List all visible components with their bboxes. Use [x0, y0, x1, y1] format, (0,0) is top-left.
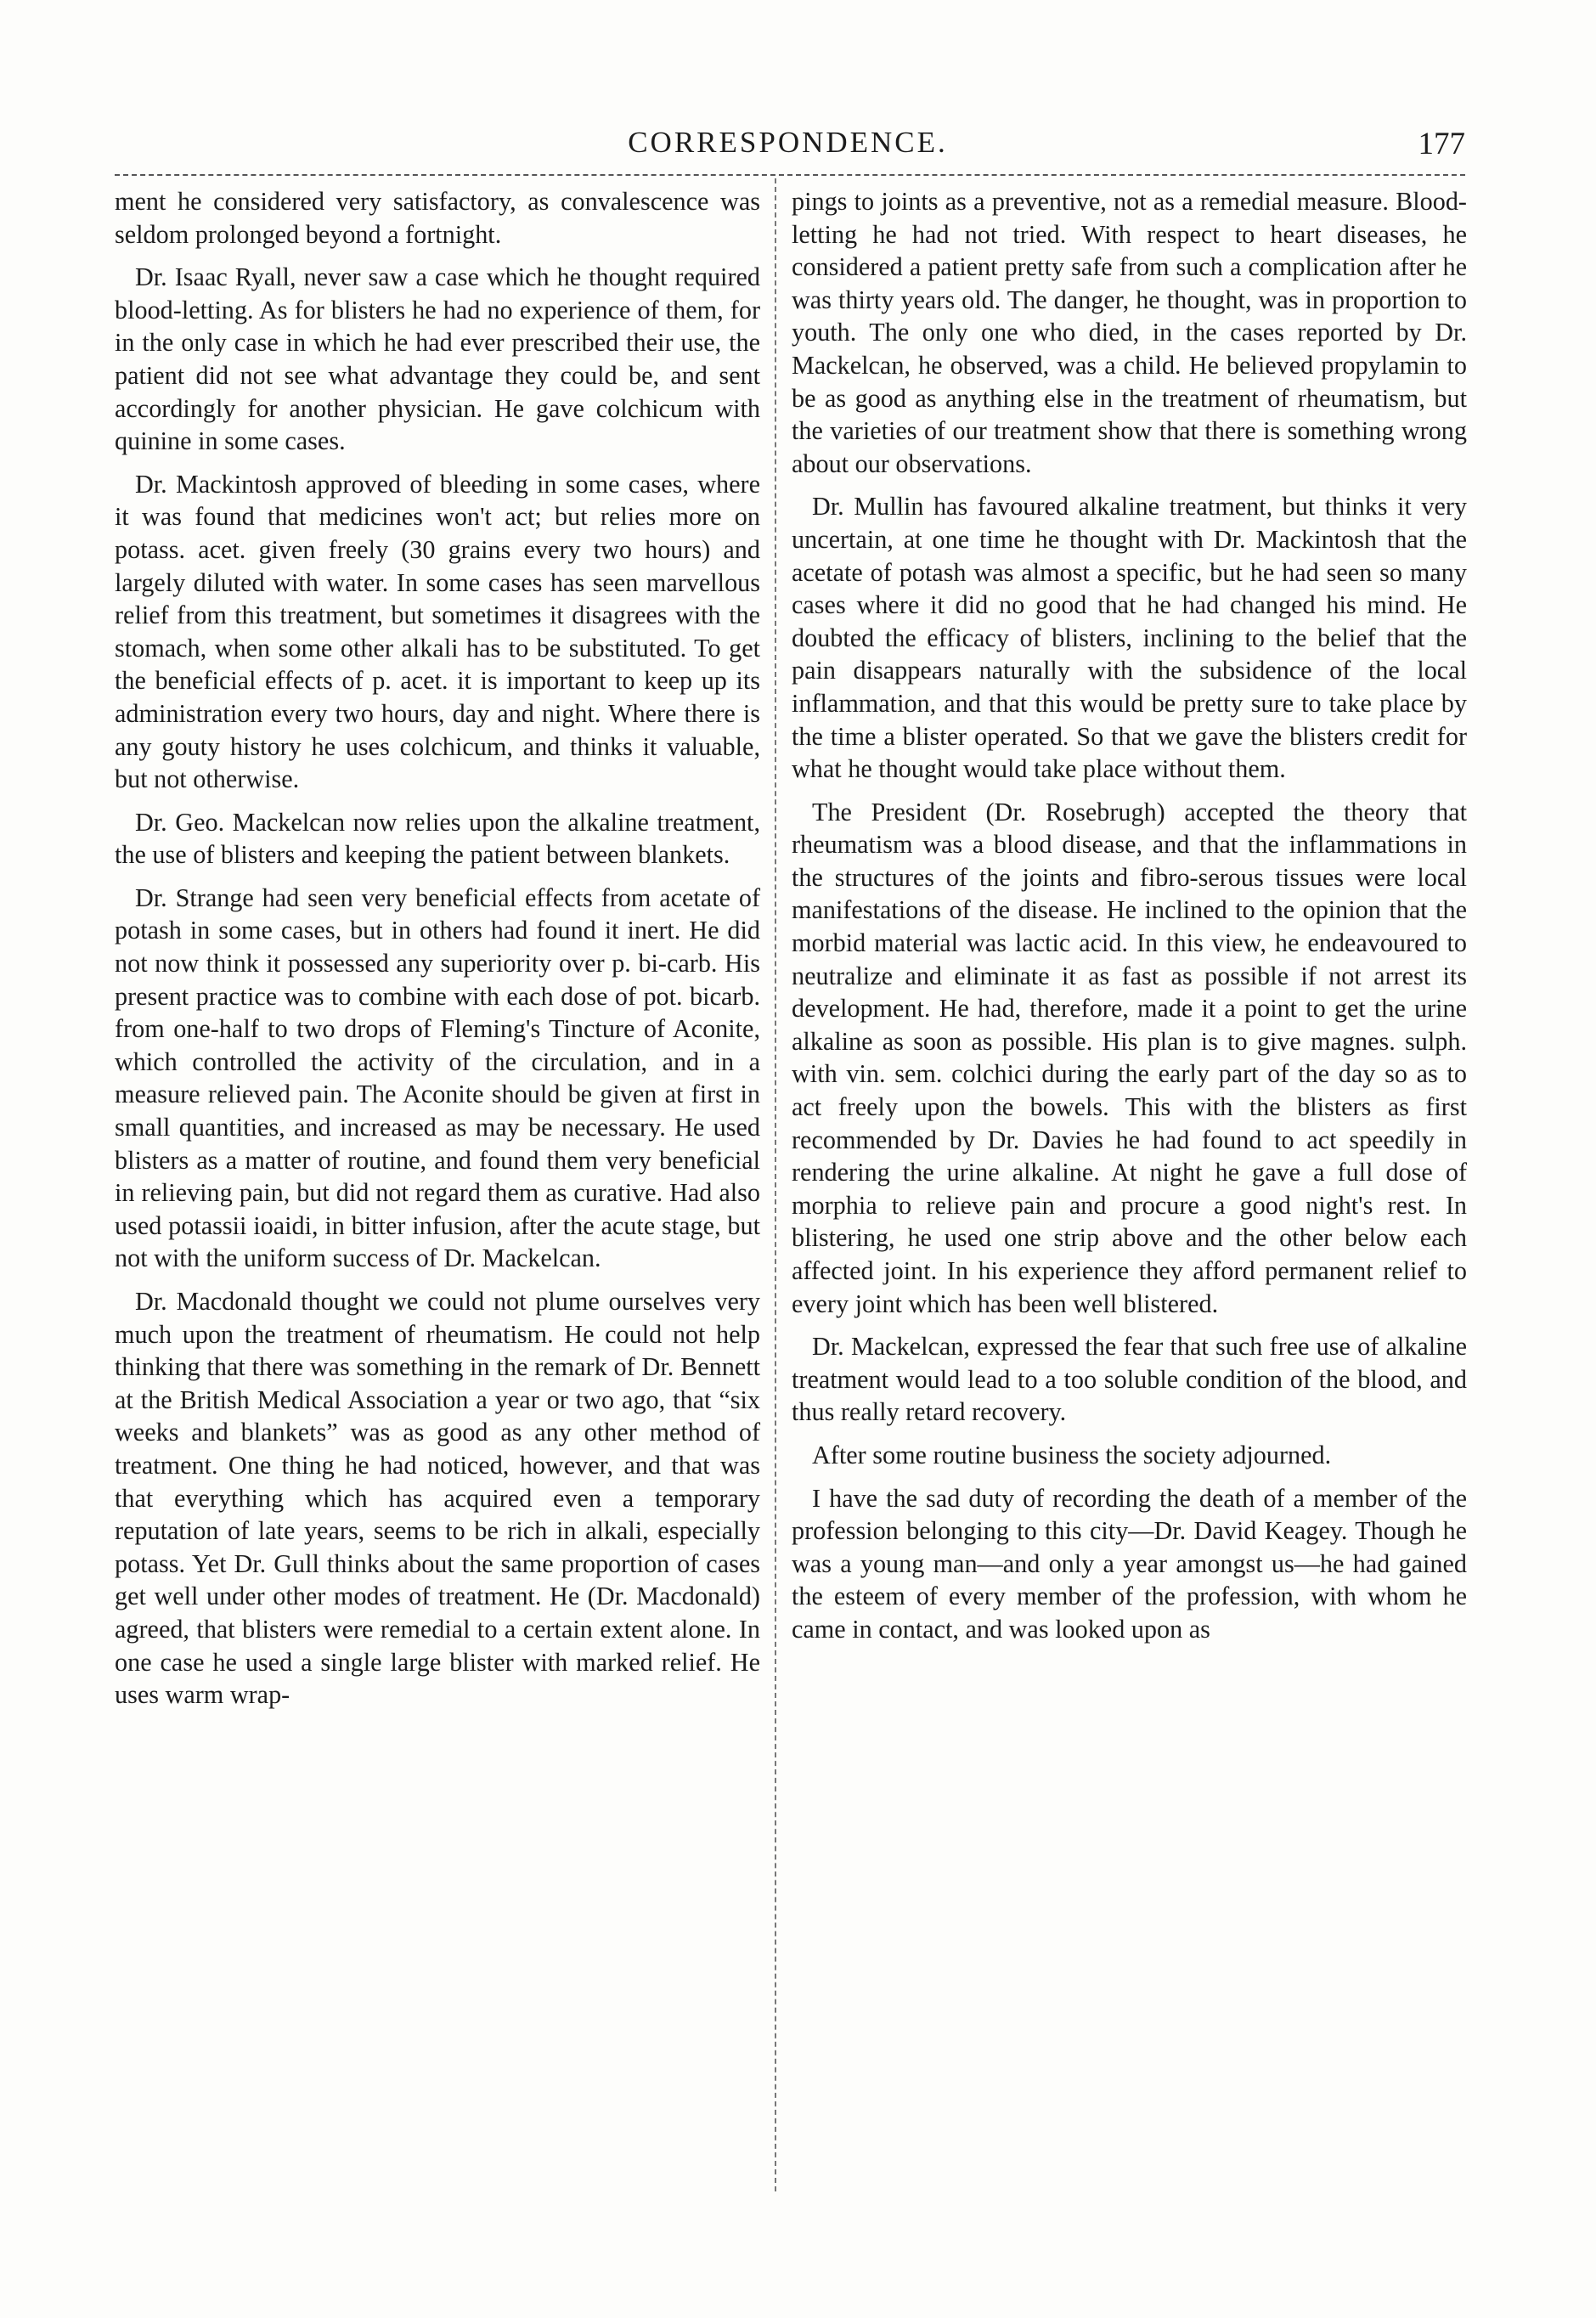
paragraph-dr-mackelcan-fear: Dr. Mackelcan, expressed the fear that such free use of alkaline treatment would lead to a too soluble condition of the blood, and thus really retard recovery.: [792, 1332, 1467, 1427]
left-column: [115, 185, 760, 1722]
page-number: 177: [1418, 127, 1465, 161]
paragraph-death-notice: I have the sad duty of recording the death of a member of the profession belonging to this city—Dr. David Keagey. Though he was a young man—and only a year amongst us—he had gained the esteem of every member of the profession, with whom he came in contact, and was looked upon as: [792, 1483, 1467, 1644]
page-header: [110, 126, 1465, 170]
right-column: [792, 185, 1467, 1656]
paragraph-dr-mullin: Dr. Mullin has favoured alkaline treatment, but thinks it very uncertain, at one time he thought with Dr. Mackintosh that the acetate of potash was almost a specific, but he had seen so many cases where it did no good that he had changed his mind. He doubted the efficacy of blisters, inclining to the belief that the pain disappears naturally with the subsidence of the local inflammation, and that this would be pretty sure to take place by the time a blister operated. So that we gave the blisters credit for what he thought would take place without them.: [792, 492, 1467, 784]
paragraph-society-adjourned: After some routine business the society adjourned.: [812, 1440, 1332, 1469]
paragraph-continued-treatment: ment he considered very satisfactory, as convalescence was seldom prolonged beyond a fortnight.: [115, 187, 760, 249]
paragraph-dr-mackelcan: Dr. Geo. Mackelcan now relies upon the alkaline treatment, the use of blisters and keeping the patient between blankets.: [115, 807, 760, 870]
paragraph-dr-ryall: Dr. Isaac Ryall, never saw a case which he thought required blood-letting. As for blisters he had no experience of them, for in the only case in which he had ever prescribed their use, the patient did not see what advantage they could be, and sent accordingly for another physician. He gave colchicum with quinine in some cases.: [115, 262, 760, 456]
paragraph-dr-strange: Dr. Strange had seen very beneficial effects from acetate of potash in some cases, but in others had found it inert. He did not now think it possessed any superiority over p. bi-carb. His present practice was to combine with each dose of pot. bicarb. from one-half to two drops of Fleming's Tincture of Aconite, which controlled the activity of the circulation, and in a measure relieved pain. The Aconite should be given at first in small quantities, and increased as may be necessary. He used blisters as a matter of routine, and found them very beneficial in relieving pain, but did not regard them as curative. Had also used potassii ioaidi, in bitter infusion, after the acute stage, but not with the uniform success of Dr. Mackelcan.: [115, 883, 760, 1273]
paragraph-dr-macdonald: Dr. Macdonald thought we could not plume ourselves very much upon the treatment of rheumatism. He could not help thinking that there was something in the remark of Dr. Bennett at the British Medical Association a year or two ago, that “six weeks and blankets” was as good as any other method of treatment. One thing he had noticed, however, and that was that everything which has acquired even a temporary reputation of late years, seems to be rich in alkali, especially potass. Yet Dr. Gull thinks about the same proportion of cases get well under other modes of treatment. He (Dr. Macdonald) agreed, that blisters were remedial to a certain extent alone. In one case he used a single large blister with marked relief. He uses warm wrap-: [115, 1287, 760, 1710]
paragraph-continued-wrappings: pings to joints as a preventive, not as a remedial measure. Blood-letting he had not tried. With respect to heart diseases, he considered a patient pretty safe from such a complication after he was thirty years old. The danger, he thought, was in proportion to youth. The only one who died, in the cases reported by Dr. Mackelcan, he observed, was a child. He believed propylamin to be as good as anything else in the treatment of rheumatism, but the varieties of our treatment show that there is something wrong about our observations.: [792, 187, 1467, 478]
paragraph-president-rosebrugh: The President (Dr. Rosebrugh) accepted the theory that rheumatism was a blood disease, and that the inflammations in the structures of the joints and fibro-serous tissues were local manifestations of the disease. He inclined to the opinion that the morbid material was lactic acid. In this view, he endeavoured to neutralize and eliminate it as fast as possible if not arrest its development. He had, therefore, made it a point to get the urine alkaline as soon as possible. His plan is to give magnes. sulph. with vin. sem. colchici during the early part of the day so as to act freely upon the bowels. This with the blisters as first recommended by Dr. Davies he had found to act speedily in rendering the urine alkaline. At night he gave a full dose of morphia to relieve pain and procure a good night's rest. In blistering, he used one strip above and the other below each affected joint. In his experience they afford permanent relief to every joint which has been well blistered.: [792, 797, 1467, 1318]
column-divider: [775, 178, 776, 2191]
header-rule: [115, 174, 1465, 176]
running-title: CORRESPONDENCE.: [628, 126, 948, 159]
paragraph-dr-mackintosh: Dr. Mackintosh approved of bleeding in some cases, where it was found that medicines won't act; but relies more on potass. acet. given freely (30 grains every two hours) and largely diluted with water. In some cases has seen marvellous relief from this treatment, but sometimes it disagrees with the stomach, when some other alkali has to be substituted. To get the beneficial effects of p. acet. it is important to keep up its administration every two hours, day and night. Where there is any gouty history he uses colchicum, and thinks it valuable, but not otherwise.: [115, 469, 760, 794]
